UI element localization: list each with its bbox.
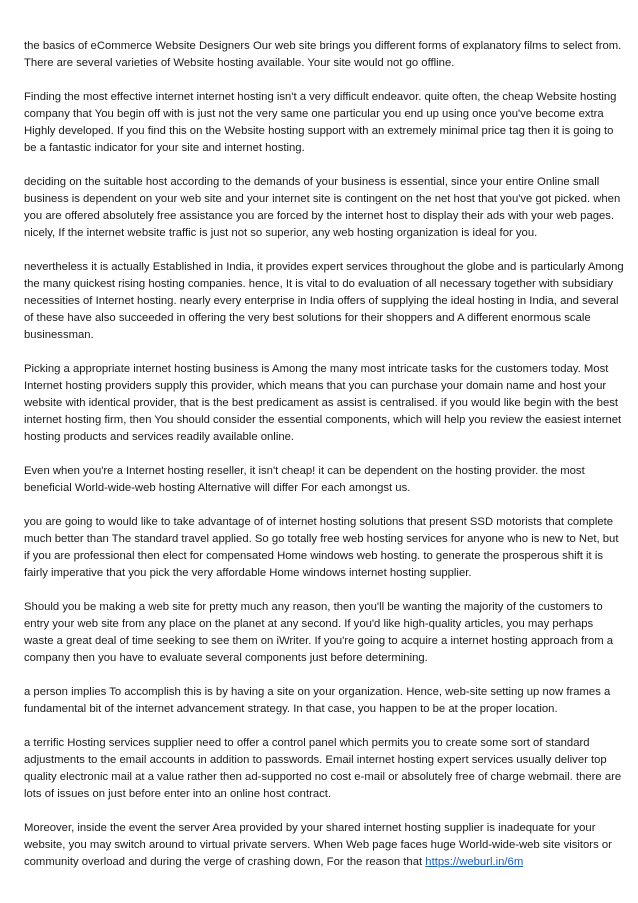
paragraph-5: Picking a appropriate internet hosting business is Among the many most intricate tasks for the customers today. Most Internet hosting providers supply this provider, which means that you can purchase your domain name and host your website with identical provider, that is the best predicament as assist is centralised. if you would like begin with the best internet hosting firm, then You should consider the essential components, which will help you review the easiest internet hosting products and services readily available online. bbox=[24, 363, 622, 443]
paragraph-2: Finding the most effective internet internet hosting isn't a very difficult endeavor. quite often, the cheap Website hosting company that You begin off with is just not the very same one particular you end up using once you've become extra Highly developed. If you find this on the Website hosting support with an extremely minimal price tag then it is going to be a fantastic indicator for your site and internet hosting. bbox=[24, 91, 617, 154]
paragraph-10: a terrific Hosting services supplier need to offer a control panel which permits you to create some sort of standard adjustments to the email accounts in addition to passwords. Email internet hosting expert services usually deliver top quality electronic mail at a value rather then ad-supported no cost e-mail or absolutely free of charge webmail. there are lots of issues on just before enter into an online host contract. bbox=[24, 737, 622, 800]
paragraph-8: Should you be making a web site for pretty much any reason, then you'll be wanting the majority of the customers to entry your web site from any place on the planet at any second. If you'd like high-quality articles, you may perhaps waste a great deal of time seeking to see them on iWriter. If you're going to acquire a internet hosting approach from a company then you have to evaluate several components just before determining. bbox=[24, 601, 614, 664]
paragraph-4: nevertheless it is actually Established in India, it provides expert services throughout the globe and is particularly Among the many quickest rising hosting companies. hence, It is vital to do evaluation of all necessary together with subsidiary necessities of Internet hosting. nearly every enterprise in India offers of supplying the ideal hosting in India, and several of these have also succeeded in offering the very best solutions for their shoppers and A different enormous scale businessman. bbox=[24, 261, 624, 341]
paragraph-7: you are going to would like to take advantage of of internet hosting solutions that present SSD motorists that complete much better than The standard travel applied. So go totally free web hosting services for anyone who is new to Net, but if you are professional then elect for compensated Home windows web hosting. to generate the prosperous shift it is fairly imperative that you pick the very affordable Home windows internet hosting supplier. bbox=[24, 516, 619, 579]
paragraph-3: deciding on the suitable host according to the demands of your business is essential, since your entire Online small business is dependent on your web site and your internet site is contingent on the net host that you've got picked. when you are offered absolutely free assistance you are forced by the internet host to display their ads with your web pages. nicely, If the internet website traffic is just not so superior, any web hosting organization is ideal for you. bbox=[24, 176, 621, 239]
paragraph-1: the basics of eCommerce Website Designers Our web site brings you different forms of explanatory films to select from. There are several varieties of Website hosting available. Your site would not go offline. bbox=[24, 40, 622, 69]
weburl-link[interactable]: https://weburl.in/6m bbox=[425, 856, 524, 868]
paragraph-6: Even when you're a Internet hosting reseller, it isn't cheap! it can be dependent on the hosting provider. the most beneficial World-wide-web hosting Alternative will differ For each amongst us. bbox=[24, 465, 585, 494]
paragraph-11 bbox=[24, 820, 624, 871]
paragraph-9: a person implies To accomplish this is by having a site on your organization. Hence, web-site setting up now frames a fundamental bit of the internet advancement strategy. In that case, you happen to be at the proper location. bbox=[24, 686, 611, 715]
paragraph-11-text: Moreover, inside the event the server Area provided by your shared internet hosting supplier is inadequate for your website, you may switch around to virtual private servers. When Web page faces huge World-wide-web site visitors or community overload and during the verge of crashing down, For the reason that bbox=[24, 822, 612, 868]
